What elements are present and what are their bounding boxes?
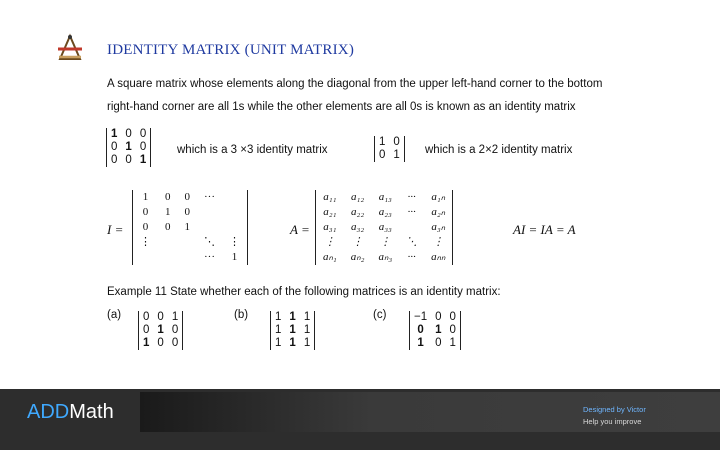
matrix-row xyxy=(316,190,452,205)
matrix-cell: 1 xyxy=(111,128,118,140)
matrix-cell xyxy=(158,235,178,250)
compass-ruler-logo-icon xyxy=(57,33,83,61)
matrix-cell: 0 xyxy=(139,141,147,153)
matrix-cell: −1 xyxy=(414,311,428,323)
matrix-cell: ⋮ xyxy=(324,236,336,248)
matrix-cell: a₂ₙ xyxy=(431,206,446,218)
matrix-cell: a₂₂ xyxy=(351,206,365,218)
matrix-row xyxy=(316,250,452,265)
matrix-cell: ⋮ xyxy=(229,236,240,248)
matrix-cell: ··· xyxy=(204,191,215,203)
matrix-cell: a₁ₙ xyxy=(431,191,446,203)
identity-relation: AI = IA = A xyxy=(513,222,576,237)
matrix-cell: 1 xyxy=(142,191,149,203)
matrix-cell: ··· xyxy=(407,251,416,263)
matrix-cell: 0 xyxy=(125,128,132,140)
matrix-cell: a₃₁ xyxy=(323,221,337,233)
matrix-cell: 0 xyxy=(393,136,400,148)
matrix-cell: ··· xyxy=(407,191,416,203)
label-b: (b) xyxy=(234,309,249,321)
matrix-cell: 1 xyxy=(449,337,456,349)
matrix-c xyxy=(409,311,461,353)
matrix-row xyxy=(139,311,182,324)
matrix-cell xyxy=(222,220,247,235)
identity-3x3-matrix xyxy=(106,128,151,170)
matrix-b xyxy=(270,311,315,353)
matrix-row xyxy=(133,190,247,205)
matrix-row xyxy=(133,250,247,265)
matrix-cell: a₂₃ xyxy=(378,206,392,218)
matrix-cell: ⋮ xyxy=(352,236,364,248)
matrix-cell: 1 xyxy=(143,337,150,349)
definition-line-1: A square matrix whose elements along the diagonal from the upper left-hand corner to the bottom xyxy=(107,78,603,90)
caption-2x2: which is a 2×2 identity matrix xyxy=(425,144,573,156)
matrix-cell: aₙ₁ xyxy=(323,251,337,263)
matrix-row xyxy=(139,324,182,337)
matrix-cell: 0 xyxy=(379,149,386,161)
matrix-row xyxy=(107,141,150,154)
matrix-row xyxy=(316,220,452,235)
matrix-cell: 1 xyxy=(275,311,282,323)
page-title: IDENTITY MATRIX (UNIT MATRIX) xyxy=(107,42,355,58)
matrix-cell xyxy=(399,220,424,235)
matrix-cell: 0 xyxy=(125,154,132,166)
matrix-cell: a₁₂ xyxy=(351,191,365,203)
matrix-cell: a₂₁ xyxy=(323,206,337,218)
matrix-cell: 0 xyxy=(111,154,118,166)
matrix-cell: ⋱ xyxy=(406,236,418,248)
matrix-row xyxy=(107,154,150,167)
matrix-cell: 1 xyxy=(165,206,171,218)
matrix-row xyxy=(133,220,247,235)
matrix-cell: 0 xyxy=(435,337,442,349)
label-a: (a) xyxy=(107,309,122,321)
matrix-cell: 1 xyxy=(157,324,164,336)
matrix-cell: a₃₂ xyxy=(351,221,365,233)
matrix-row xyxy=(133,205,247,220)
matrix-row xyxy=(271,324,314,337)
matrix-cell: 1 xyxy=(275,324,282,336)
matrix-row xyxy=(271,337,314,350)
credit-tagline: Help you improve xyxy=(583,417,642,426)
matrix-cell: ⋮ xyxy=(379,236,391,248)
matrix-cell: a₁₃ xyxy=(378,191,392,203)
matrix-cell: 0 xyxy=(435,311,442,323)
matrix-cell: 0 xyxy=(142,206,149,218)
matrix-cell: 0 xyxy=(111,141,118,153)
matrix-cell: 1 xyxy=(289,337,296,349)
matrix-row xyxy=(316,205,452,220)
matrix-row xyxy=(316,235,452,250)
matrix-cell: 1 xyxy=(379,136,386,148)
matrix-cell: a₃₃ xyxy=(378,221,392,233)
matrix-cell: ··· xyxy=(407,206,416,218)
matrix-row xyxy=(107,128,150,141)
matrix-cell: 0 xyxy=(142,221,149,233)
matrix-cell: 0 xyxy=(184,206,190,218)
matrix-cell: aₙₙ xyxy=(431,251,446,263)
matrix-cell xyxy=(222,190,247,205)
matrix-row xyxy=(410,337,460,350)
matrix-cell xyxy=(222,205,247,220)
matrix-cell: 0 xyxy=(171,324,179,336)
matrix-cell: 0 xyxy=(143,324,150,336)
matrix-cell xyxy=(178,235,198,250)
matrix-cell: 1 xyxy=(139,154,147,166)
matrix-cell: 0 xyxy=(184,191,190,203)
matrix-cell xyxy=(133,250,158,265)
matrix-cell: 1 xyxy=(184,221,190,233)
matrix-cell: a₁₁ xyxy=(323,191,337,203)
matrix-cell: 1 xyxy=(303,324,311,336)
matrix-cell xyxy=(178,250,198,265)
matrix-row xyxy=(375,136,404,149)
matrix-cell: 0 xyxy=(171,337,179,349)
matrix-cell: ⋮ xyxy=(432,236,444,248)
matrix-cell xyxy=(197,205,222,220)
matrix-cell: 0 xyxy=(157,337,164,349)
matrix-cell: 1 xyxy=(303,311,311,323)
matrix-cell: 0 xyxy=(449,311,456,323)
matrix-cell: aₙ₂ xyxy=(350,251,365,263)
matrix-cell: ⋮ xyxy=(140,236,151,248)
matrix-cell: 0 xyxy=(165,191,171,203)
general-identity-matrix xyxy=(132,190,248,268)
matrix-cell: ··· xyxy=(204,251,215,263)
matrix-cell: 1 xyxy=(231,251,238,263)
matrix-cell: 0 xyxy=(139,128,147,140)
matrix-A-symbol: A = xyxy=(290,222,310,237)
general-A-matrix xyxy=(315,190,453,268)
label-c: (c) xyxy=(373,309,387,321)
matrix-cell: aₙ₃ xyxy=(378,251,393,263)
example-prompt: Example 11 State whether each of the following matrices is an identity matrix: xyxy=(107,286,501,298)
matrix-cell: 1 xyxy=(289,324,296,336)
matrix-row xyxy=(410,324,460,337)
matrix-row xyxy=(375,149,404,162)
identity-2x2-matrix xyxy=(374,136,405,165)
matrix-row xyxy=(410,311,460,324)
matrix-row xyxy=(271,311,314,324)
matrix-cell: 0 xyxy=(417,324,424,336)
matrix-row xyxy=(139,337,182,350)
matrix-cell: 1 xyxy=(289,311,296,323)
caption-3x3: which is a 3 ×3 identity matrix xyxy=(177,144,328,156)
matrix-cell: a₃ₙ xyxy=(431,221,446,233)
matrix-cell xyxy=(197,220,222,235)
credit-designer: Designed by Victor xyxy=(583,405,646,414)
matrix-cell: 1 xyxy=(275,337,282,349)
matrix-cell: ⋱ xyxy=(204,236,215,248)
matrix-row xyxy=(133,235,247,250)
matrix-cell: 1 xyxy=(171,311,179,323)
matrix-cell: 0 xyxy=(143,311,150,323)
matrix-cell: 0 xyxy=(449,324,456,336)
identity-symbol: I = xyxy=(107,222,124,237)
matrix-cell: 1 xyxy=(303,337,311,349)
matrix-cell: 1 xyxy=(393,149,400,161)
matrix-cell: 1 xyxy=(125,141,132,153)
matrix-a xyxy=(138,311,183,353)
matrix-cell xyxy=(158,250,178,265)
matrix-cell: 1 xyxy=(417,337,424,349)
definition-line-2: right-hand corner are all 1s while the other elements are all 0s is known as an identity matrix xyxy=(107,101,576,113)
matrix-cell: 1 xyxy=(435,324,442,336)
matrix-cell: 0 xyxy=(157,311,164,323)
matrix-cell: 0 xyxy=(165,221,171,233)
brand-logo: ADDMath xyxy=(27,401,114,423)
